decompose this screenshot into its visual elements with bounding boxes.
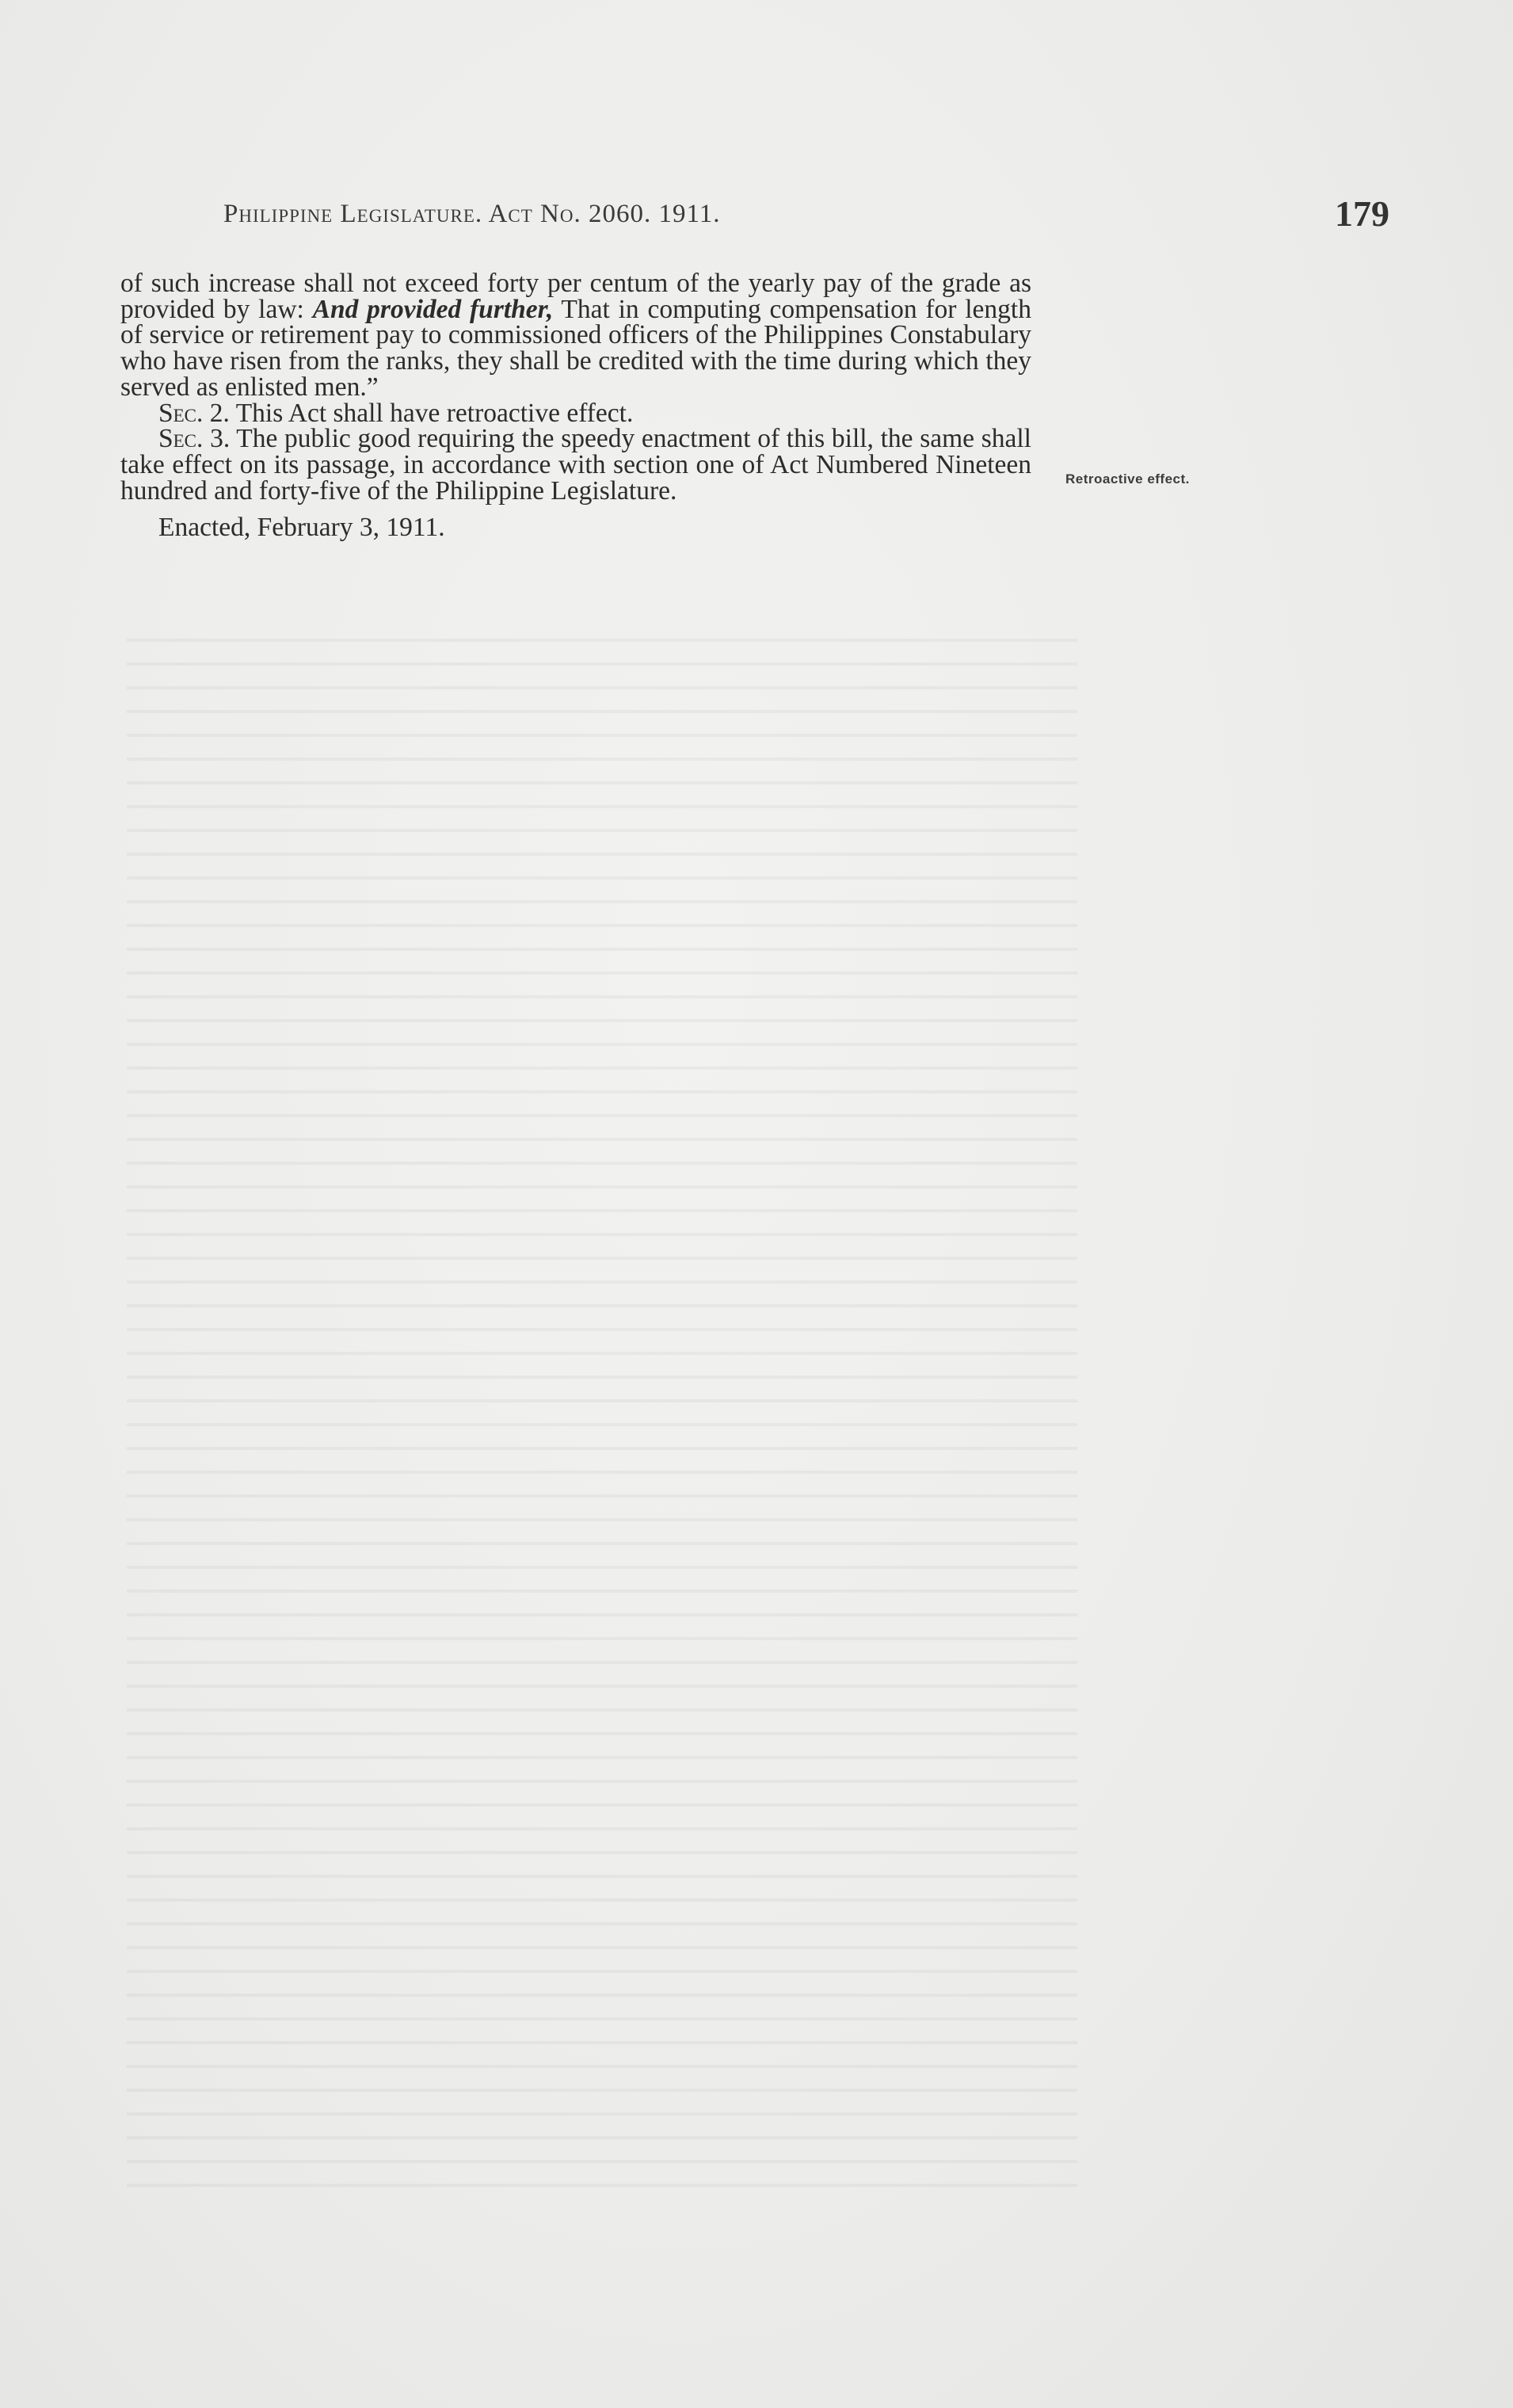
section-3 <box>120 426 1031 504</box>
section-2 <box>120 398 1031 428</box>
section-2-label: Sec. 2. <box>158 398 230 428</box>
page-number: 179 <box>1335 193 1389 234</box>
paragraph-continuation-end: That in computing compensation for length of service or retirement pay to commissioned officers of the Philippines Constabulary who have risen from the ranks, they shall be credited with the time during which they served as enlisted men.” <box>120 294 1031 402</box>
paragraph-continuation <box>120 271 1031 401</box>
margin-note-retroactive: Retroactive effect. <box>1065 471 1190 487</box>
running-head: Philippine Legislature. Act No. 2060. 1911. <box>223 200 721 228</box>
section-2-text: This Act shall have retroactive effect. <box>235 398 634 428</box>
section-3-text: The public good requiring the speedy enactment of this bill, the same shall take effect on its passage, in accordance with section one of Act Numbered Nineteen hundred and forty-five of the Philippine Legislature. <box>120 424 1031 506</box>
body-text <box>120 271 1031 541</box>
section-3-label: Sec. 3. <box>158 424 231 454</box>
enacted-date: Enacted, February 3, 1911. <box>158 513 445 543</box>
proviso-italic: And provided further, <box>312 294 554 324</box>
bleed-through-texture <box>127 618 1077 2187</box>
paragraph-continuation-start: of such increase shall not exceed forty per centum of the yearly pay of the grade as provided by law: <box>120 269 1031 324</box>
